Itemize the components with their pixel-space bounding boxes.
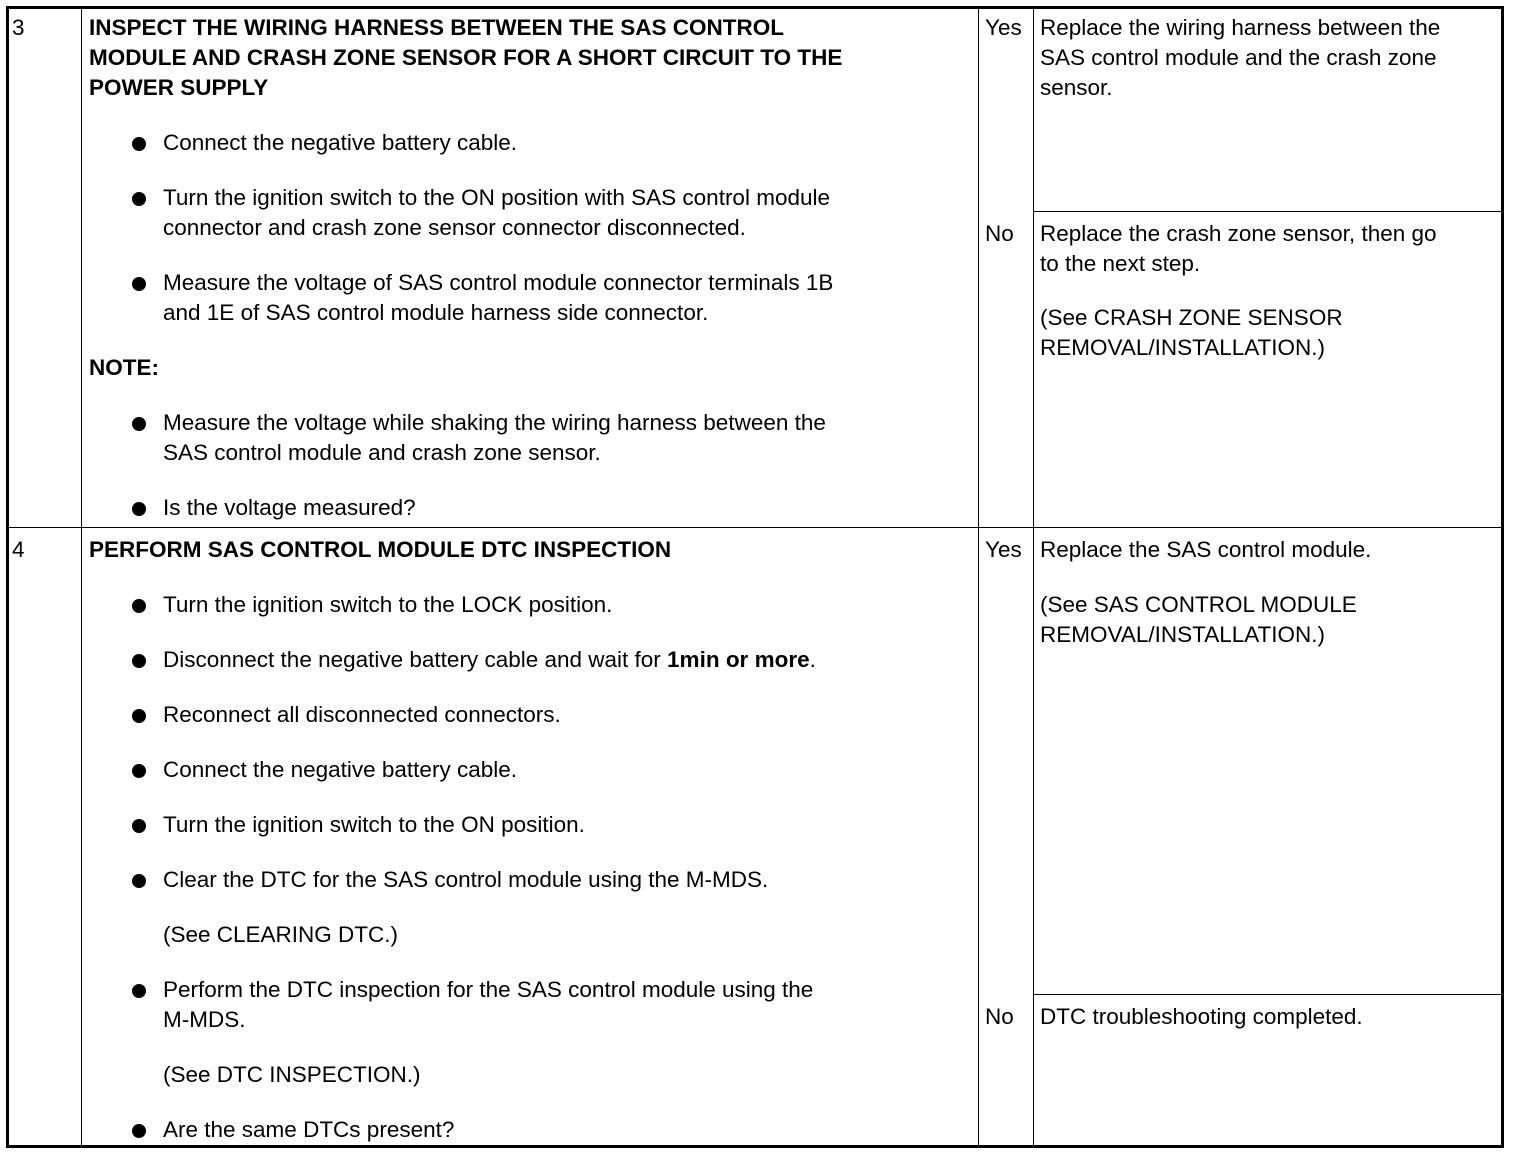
bullet-icon: [132, 137, 146, 151]
bullet-icon: [132, 874, 146, 888]
action-text: DTC troubleshooting completed.: [1040, 1004, 1363, 1029]
answer-yes-label: Yes: [985, 15, 1022, 40]
reference-text: REMOVAL/INSTALLATION.): [1040, 335, 1326, 360]
bullet-icon: [132, 709, 146, 723]
step-title: INSPECT THE WIRING HARNESS BETWEEN THE SAS CONTROL: [89, 15, 785, 40]
column-divider-answer: [978, 6, 979, 1148]
action-text: SAS control module and the crash zone: [1040, 45, 1437, 70]
instruction-text: Turn the ignition switch to the LOCK position.: [163, 592, 613, 617]
instruction-text: [163, 645, 816, 675]
instruction-text: Is the voltage measured?: [163, 495, 416, 520]
step3-yes-no-divider: [1033, 211, 1504, 212]
answer-no-label: No: [985, 1004, 1014, 1029]
reference-text: (See DTC INSPECTION.): [163, 1062, 421, 1087]
action-text: Replace the wiring harness between the: [1040, 15, 1441, 40]
bullet-icon: [132, 417, 146, 431]
instruction-text: Connect the negative battery cable.: [163, 130, 517, 155]
instruction-text: connector and crash zone sensor connector disconnected.: [163, 215, 746, 240]
instruction-text: and 1E of SAS control module harness side connector.: [163, 300, 709, 325]
bullet-icon: [132, 764, 146, 778]
note-label: NOTE:: [89, 355, 159, 380]
bullet-icon: [132, 1124, 146, 1138]
action-text: sensor.: [1040, 75, 1113, 100]
instruction-text: SAS control module and crash zone sensor.: [163, 440, 601, 465]
instruction-text: Reconnect all disconnected connectors.: [163, 702, 561, 727]
instruction-text: Measure the voltage while shaking the wiring harness between the: [163, 410, 826, 435]
reference-text: (See CRASH ZONE SENSOR: [1040, 305, 1343, 330]
wait-time-value: 1min or more: [667, 647, 810, 672]
column-divider-number: [81, 6, 82, 1148]
instruction-text-part: Disconnect the negative battery cable and wait for: [163, 647, 668, 672]
answer-yes-label: Yes: [985, 537, 1022, 562]
step-title: POWER SUPPLY: [89, 75, 269, 100]
bullet-icon: [132, 654, 146, 668]
column-divider-action: [1033, 6, 1034, 1148]
bullet-icon: [132, 502, 146, 516]
reference-text: (See CLEARING DTC.): [163, 922, 399, 947]
action-text: Replace the crash zone sensor, then go: [1040, 221, 1437, 246]
instruction-text: M-MDS.: [163, 1007, 246, 1032]
action-text: Replace the SAS control module.: [1040, 537, 1372, 562]
instruction-text: Turn the ignition switch to the ON position.: [163, 812, 585, 837]
bullet-icon: [132, 984, 146, 998]
step-number: 4: [12, 537, 25, 562]
step-title: PERFORM SAS CONTROL MODULE DTC INSPECTION: [89, 537, 672, 562]
step4-yes-no-divider: [1033, 994, 1504, 995]
bullet-icon: [132, 277, 146, 291]
instruction-text: Are the same DTCs present?: [163, 1117, 455, 1142]
answer-no-label: No: [985, 221, 1014, 246]
instruction-text: Measure the voltage of SAS control module connector terminals 1B: [163, 270, 834, 295]
bullet-icon: [132, 192, 146, 206]
instruction-text: Turn the ignition switch to the ON position with SAS control module: [163, 185, 830, 210]
instruction-text: Perform the DTC inspection for the SAS control module using the: [163, 977, 814, 1002]
action-text: to the next step.: [1040, 251, 1201, 276]
reference-text: REMOVAL/INSTALLATION.): [1040, 622, 1326, 647]
row-divider: [6, 527, 1504, 528]
instruction-text: Connect the negative battery cable.: [163, 757, 517, 782]
bullet-icon: [132, 599, 146, 613]
bullet-icon: [132, 819, 146, 833]
reference-text: (See SAS CONTROL MODULE: [1040, 592, 1357, 617]
instruction-text: Clear the DTC for the SAS control module using the M-MDS.: [163, 867, 769, 892]
step-number: 3: [12, 15, 25, 40]
step-title: MODULE AND CRASH ZONE SENSOR FOR A SHORT CIRCUIT TO THE: [89, 45, 843, 70]
instruction-text-part: .: [809, 647, 816, 672]
